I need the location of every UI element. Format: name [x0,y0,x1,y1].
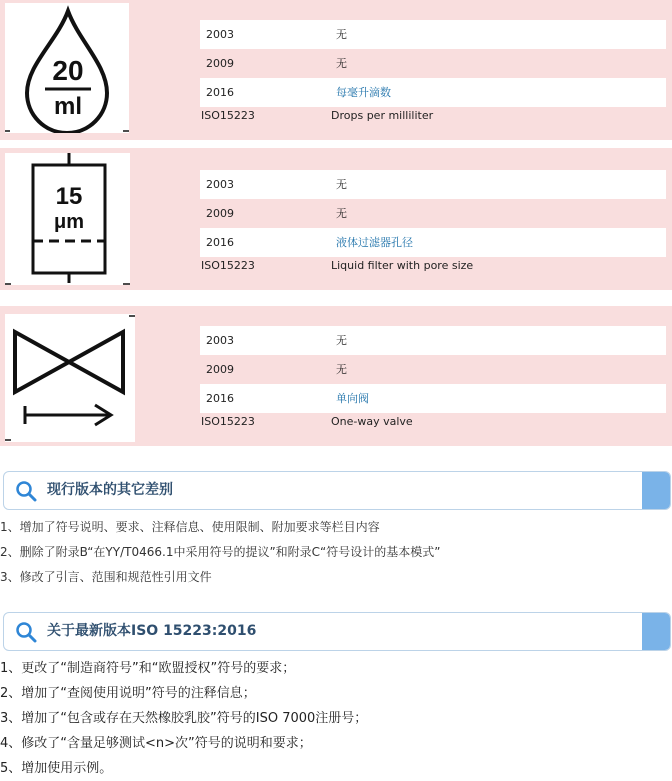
valve-symbol-icon [5,314,135,442]
section-header-iso2016 [3,612,671,651]
symbol-block-drops [0,0,672,140]
drop-symbol-icon [5,3,129,133]
section-title: 关于最新版本ISO 15223:2016 [47,623,257,639]
section-header-differences [3,471,671,510]
list-item: 3、增加了“包含或存在天然橡胶乳胶”符号的ISO 7000注册号； [0,711,368,726]
year-cell: 2016 [206,86,234,99]
year-cell: 2016 [206,392,234,405]
section-title: 现行版本的其它差别 [47,482,173,498]
desc-cell: Liquid filter with pore size [331,259,474,272]
desc-cell-link[interactable]: 单向阀 [336,392,369,405]
year-cell: ISO15223 [201,109,255,122]
header-accent [642,613,670,650]
list-item: 1、增加了符号说明、要求、注释信息、使用限制、附加要求等栏目内容 [0,520,380,534]
symbol-table-drops [200,20,666,125]
drop-icon-unit: ml [53,93,83,120]
table-row [200,355,666,384]
table-row [200,413,666,431]
table-row [200,20,666,49]
desc-cell: 无 [336,28,347,41]
table-row [200,257,666,275]
year-cell: 2009 [206,207,234,220]
symbol-block-valve [0,306,672,446]
list-item: 2、增加了“查阅使用说明”符号的注释信息； [0,686,256,701]
year-cell: 2016 [206,236,234,249]
iso2016-list [0,656,367,781]
desc-cell-link[interactable]: 每毫升滴数 [336,86,391,99]
list-item: 1、更改了“制造商符号”和“欧盟授权”符号的要求； [0,661,296,676]
filter-icon-unit: μm [53,211,85,233]
filter-icon-number: 15 [55,183,83,210]
desc-cell: Drops per milliliter [331,109,434,122]
list-item: 3、修改了引言、范围和规范性引用文件 [0,570,212,584]
filter-symbol-icon [5,153,130,285]
desc-cell: 无 [336,334,347,347]
search-icon [15,621,37,643]
desc-cell: 无 [336,363,347,376]
desc-cell: One-way valve [331,415,413,428]
table-row [200,78,666,107]
symbol-block-filter [0,148,672,290]
symbol-table-filter [200,170,666,275]
list-item: 2、删除了附录B“在YY/T0466.1中采用符号的提议”和附录C“符号设计的基本模式” [0,545,441,559]
table-row [200,199,666,228]
list-item: 5、增加使用示例。 [0,761,113,776]
table-row [200,228,666,257]
desc-cell-link[interactable]: 液体过滤器孔径 [336,236,413,249]
table-row [200,326,666,355]
differences-list [0,515,440,590]
year-cell: ISO15223 [201,259,255,272]
search-icon [15,480,37,502]
year-cell: 2003 [206,178,234,191]
desc-cell: 无 [336,57,347,70]
desc-cell: 无 [336,178,347,191]
symbol-table-valve [200,326,666,431]
year-cell: 2003 [206,28,234,41]
year-cell: 2009 [206,363,234,376]
year-cell: 2003 [206,334,234,347]
year-cell: 2009 [206,57,234,70]
table-row [200,170,666,199]
year-cell: ISO15223 [201,415,255,428]
desc-cell: 无 [336,207,347,220]
header-accent [642,472,670,509]
drop-icon-number: 20 [52,55,84,86]
list-item: 4、修改了“含量足够测试<n>次”符号的说明和要求； [0,736,312,751]
table-row [200,107,666,125]
table-row [200,49,666,78]
table-row [200,384,666,413]
